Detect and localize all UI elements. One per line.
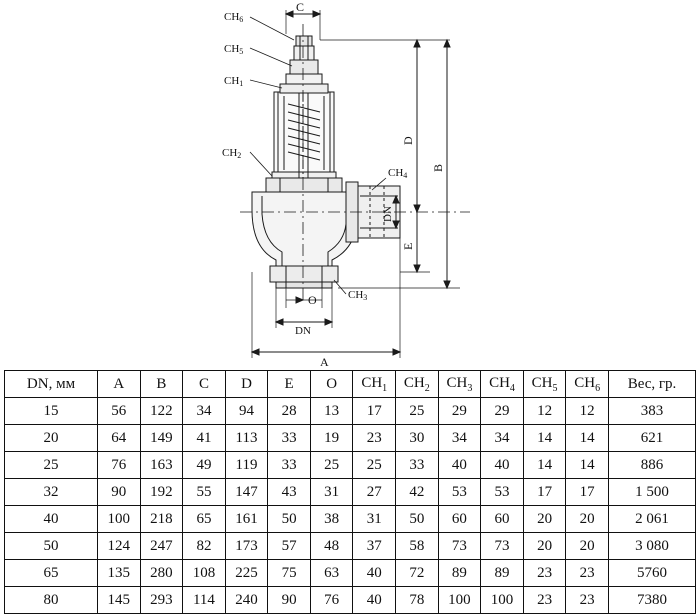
table-cell: 78 xyxy=(396,587,439,614)
table-cell: 17 xyxy=(353,398,396,425)
table-cell: 89 xyxy=(481,560,524,587)
table-cell: 20 xyxy=(523,533,566,560)
table-cell: 76 xyxy=(98,452,141,479)
table-cell: 17 xyxy=(566,479,609,506)
col-o: O xyxy=(310,371,353,398)
dimensions-table-area xyxy=(4,370,696,614)
table-cell: 34 xyxy=(183,398,226,425)
table-cell: 75 xyxy=(268,560,311,587)
table-cell: 37 xyxy=(353,533,396,560)
dimension-d: D xyxy=(401,136,415,145)
dimensions-table xyxy=(4,370,696,614)
label-ch1: CH1 xyxy=(224,75,244,88)
table-cell: 42 xyxy=(396,479,439,506)
table-cell: 28 xyxy=(268,398,311,425)
col-ch5: $CH_5$ xyxy=(523,371,566,398)
table-cell: 122 xyxy=(140,398,183,425)
table-row xyxy=(5,533,696,560)
table-cell: 53 xyxy=(438,479,481,506)
table-cell: 31 xyxy=(310,479,353,506)
table-cell: 25 xyxy=(396,398,439,425)
table-cell: 247 xyxy=(140,533,183,560)
col-ch2: $CH_2$ xyxy=(396,371,439,398)
col-ch6: $CH_6$ xyxy=(566,371,609,398)
table-cell: 14 xyxy=(566,425,609,452)
dimension-dn-side: DN xyxy=(382,206,394,222)
table-cell: 149 xyxy=(140,425,183,452)
col-weight: Вес, гр. xyxy=(609,371,696,398)
table-cell: 225 xyxy=(225,560,268,587)
label-ch4: CH4 xyxy=(388,167,408,180)
table-cell: 3 080 xyxy=(609,533,696,560)
table-row xyxy=(5,425,696,452)
table-cell: 41 xyxy=(183,425,226,452)
table-cell: 25 xyxy=(5,452,98,479)
table-cell: 60 xyxy=(481,506,524,533)
table-cell: 5760 xyxy=(609,560,696,587)
table-cell: 293 xyxy=(140,587,183,614)
table-cell: 23 xyxy=(523,560,566,587)
col-e: E xyxy=(268,371,311,398)
table-cell: 114 xyxy=(183,587,226,614)
table-cell: 57 xyxy=(268,533,311,560)
dimension-o: O xyxy=(308,293,317,307)
table-cell: 280 xyxy=(140,560,183,587)
table-cell: 94 xyxy=(225,398,268,425)
table-cell: 23 xyxy=(566,560,609,587)
table-cell: 29 xyxy=(481,398,524,425)
col-c: C xyxy=(183,371,226,398)
table-cell: 90 xyxy=(268,587,311,614)
table-cell: 72 xyxy=(396,560,439,587)
col-b: B xyxy=(140,371,183,398)
col-dn: DN, мм xyxy=(5,371,98,398)
table-cell: 240 xyxy=(225,587,268,614)
table-cell: 886 xyxy=(609,452,696,479)
table-cell: 23 xyxy=(353,425,396,452)
table-cell: 40 xyxy=(353,587,396,614)
table-cell: 90 xyxy=(98,479,141,506)
table-cell: 124 xyxy=(98,533,141,560)
table-cell: 65 xyxy=(183,506,226,533)
dimension-dn-bottom: DN xyxy=(295,325,311,337)
table-cell: 135 xyxy=(98,560,141,587)
table-cell: 40 xyxy=(353,560,396,587)
table-cell: 50 xyxy=(396,506,439,533)
table-cell: 161 xyxy=(225,506,268,533)
table-cell: 32 xyxy=(5,479,98,506)
table-cell: 113 xyxy=(225,425,268,452)
table-cell: 119 xyxy=(225,452,268,479)
table-cell: 89 xyxy=(438,560,481,587)
table-cell: 50 xyxy=(268,506,311,533)
col-a: A xyxy=(98,371,141,398)
table-cell: 621 xyxy=(609,425,696,452)
table-cell: 23 xyxy=(523,587,566,614)
table-row xyxy=(5,452,696,479)
col-ch4: $CH_4$ xyxy=(481,371,524,398)
label-ch5: CH5 xyxy=(224,43,244,56)
table-row xyxy=(5,587,696,614)
table-cell: 163 xyxy=(140,452,183,479)
table-cell: 12 xyxy=(523,398,566,425)
table-cell: 23 xyxy=(566,587,609,614)
table-cell: 12 xyxy=(566,398,609,425)
label-ch2: CH2 xyxy=(222,147,242,160)
table-cell: 100 xyxy=(481,587,524,614)
table-cell: 58 xyxy=(396,533,439,560)
table-cell: 30 xyxy=(396,425,439,452)
table-row xyxy=(5,560,696,587)
table-cell: 20 xyxy=(566,506,609,533)
table-cell: 43 xyxy=(268,479,311,506)
table-cell: 20 xyxy=(566,533,609,560)
dimension-e: E xyxy=(401,242,415,250)
table-cell: 2 061 xyxy=(609,506,696,533)
table-cell: 29 xyxy=(438,398,481,425)
table-row xyxy=(5,506,696,533)
table-cell: 14 xyxy=(523,425,566,452)
table-cell: 100 xyxy=(438,587,481,614)
table-cell: 14 xyxy=(523,452,566,479)
table-cell: 80 xyxy=(5,587,98,614)
table-cell: 40 xyxy=(438,452,481,479)
table-cell: 27 xyxy=(353,479,396,506)
col-d: D xyxy=(225,371,268,398)
table-cell: 50 xyxy=(5,533,98,560)
table-cell: 76 xyxy=(310,587,353,614)
table-cell: 64 xyxy=(98,425,141,452)
col-ch1: $CH_1$ xyxy=(353,371,396,398)
table-cell: 147 xyxy=(225,479,268,506)
table-cell: 20 xyxy=(523,506,566,533)
table-cell: 48 xyxy=(310,533,353,560)
table-cell: 383 xyxy=(609,398,696,425)
table-row xyxy=(5,479,696,506)
table-cell: 17 xyxy=(523,479,566,506)
table-cell: 218 xyxy=(140,506,183,533)
table-cell: 65 xyxy=(5,560,98,587)
table-cell: 34 xyxy=(481,425,524,452)
table-cell: 173 xyxy=(225,533,268,560)
table-cell: 40 xyxy=(5,506,98,533)
table-cell: 34 xyxy=(438,425,481,452)
table-cell: 31 xyxy=(353,506,396,533)
dimension-c: C xyxy=(296,0,305,14)
table-cell: 40 xyxy=(481,452,524,479)
table-cell: 60 xyxy=(438,506,481,533)
table-cell: 108 xyxy=(183,560,226,587)
table-cell: 33 xyxy=(268,452,311,479)
table-cell: 73 xyxy=(438,533,481,560)
dimension-b: B xyxy=(431,163,445,172)
table-cell: 63 xyxy=(310,560,353,587)
table-cell: 13 xyxy=(310,398,353,425)
table-cell: 55 xyxy=(183,479,226,506)
table-cell: 145 xyxy=(98,587,141,614)
label-ch6: CH6 xyxy=(224,11,244,24)
dimension-a: A xyxy=(320,355,329,368)
table-cell: 33 xyxy=(396,452,439,479)
table-cell: 73 xyxy=(481,533,524,560)
table-cell: 192 xyxy=(140,479,183,506)
table-body xyxy=(5,398,696,614)
table-cell: 19 xyxy=(310,425,353,452)
table-cell: 53 xyxy=(481,479,524,506)
table-cell: 20 xyxy=(5,425,98,452)
table-cell: 14 xyxy=(566,452,609,479)
table-cell: 7380 xyxy=(609,587,696,614)
table-cell: 38 xyxy=(310,506,353,533)
table-cell: 25 xyxy=(310,452,353,479)
table-header-row xyxy=(5,371,696,398)
label-ch3: CH3 xyxy=(348,289,368,302)
table-cell: 33 xyxy=(268,425,311,452)
col-ch3: $CH_3$ xyxy=(438,371,481,398)
table-cell: 25 xyxy=(353,452,396,479)
table-cell: 49 xyxy=(183,452,226,479)
table-cell: 82 xyxy=(183,533,226,560)
table-cell: 1 500 xyxy=(609,479,696,506)
table-cell: 56 xyxy=(98,398,141,425)
table-row xyxy=(5,398,696,425)
table-cell: 15 xyxy=(5,398,98,425)
table-cell: 100 xyxy=(98,506,141,533)
